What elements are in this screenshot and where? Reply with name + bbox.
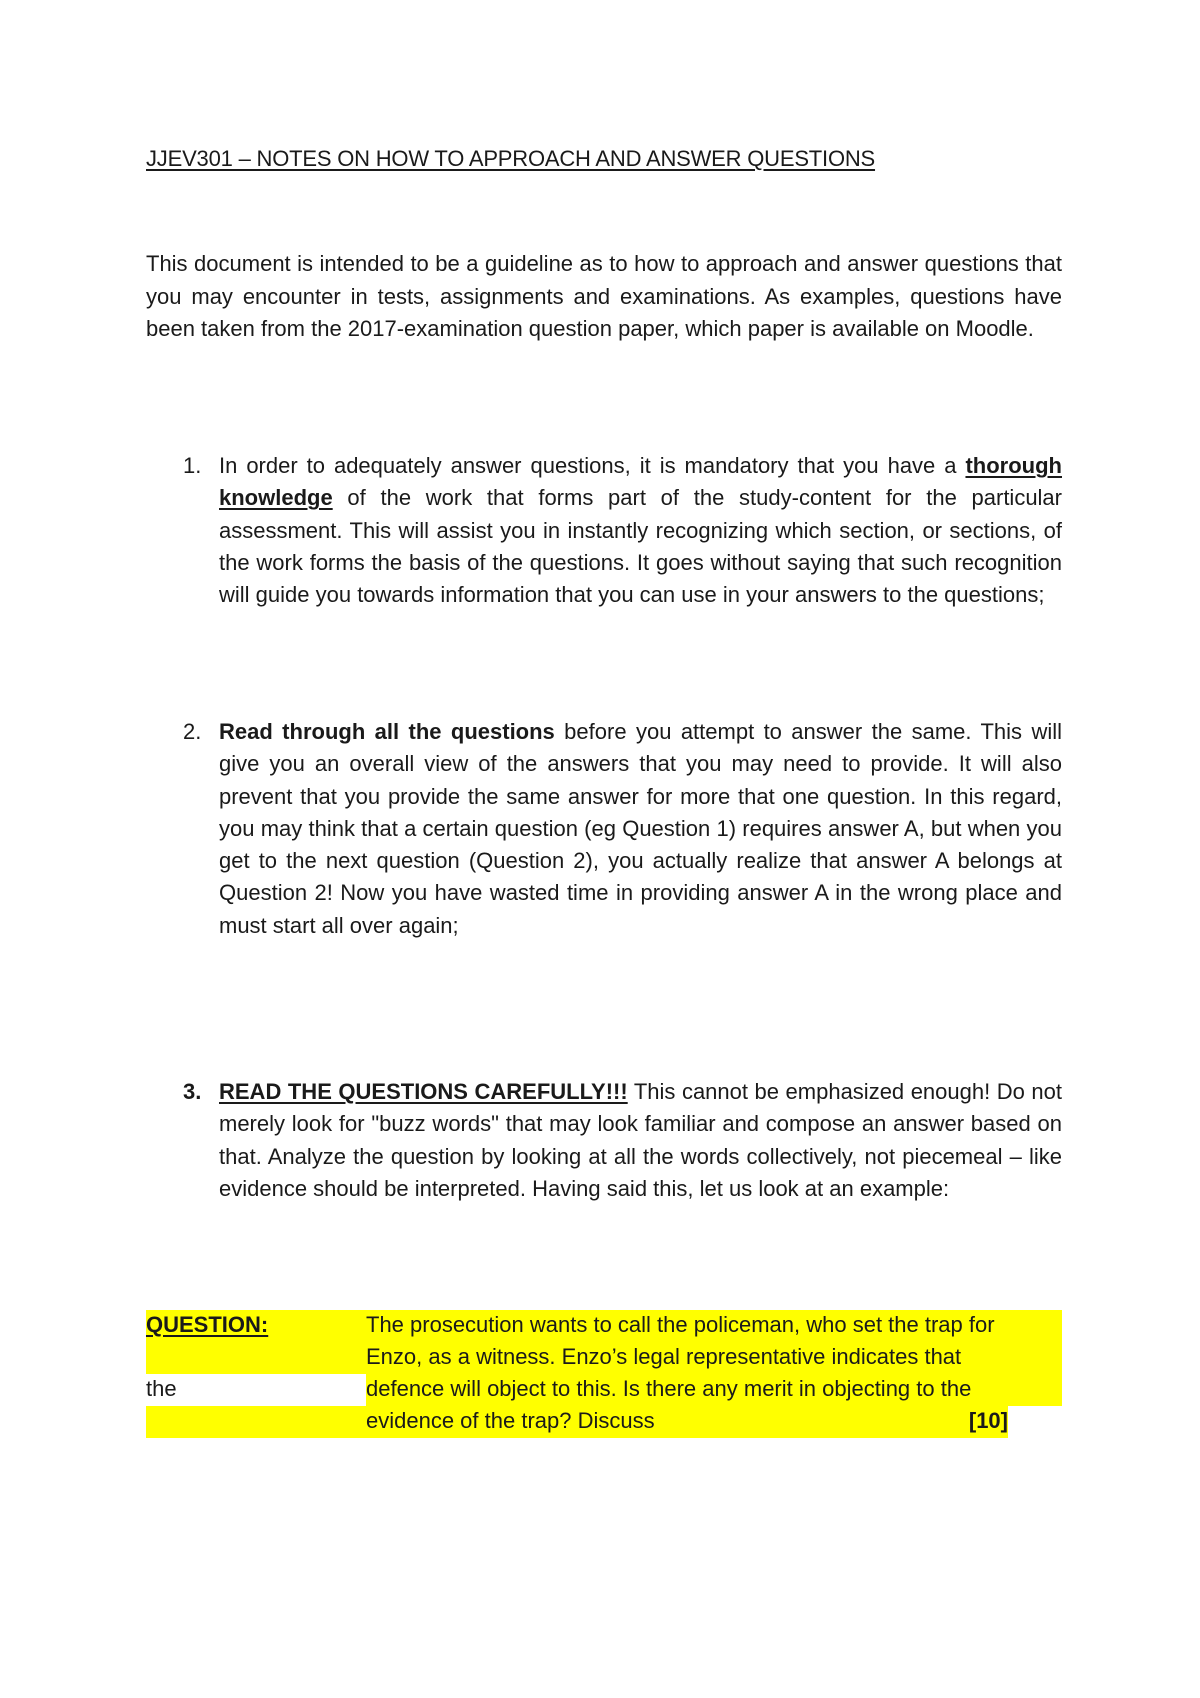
list-item-text <box>219 716 1062 942</box>
question-label: QUESTION: <box>146 1312 269 1337</box>
question-line <box>146 1310 1062 1342</box>
list-number: 2. <box>183 719 202 744</box>
document-title: JJEV301 – NOTES ON HOW TO APPROACH AND ANSWER QUESTIONS <box>146 146 876 171</box>
list-item-text <box>219 1076 1062 1205</box>
list-item-text <box>219 450 1062 611</box>
question-text-line: Enzo, as a witness. Enzo’s legal representative indicates that <box>366 1344 962 1369</box>
item-emphasis: READ THE QUESTIONS CAREFULLY!!! <box>219 1079 628 1104</box>
example-question <box>146 1310 1062 1438</box>
question-marks: [10] <box>968 1408 1008 1433</box>
list-item-2 <box>183 716 1062 942</box>
item-text: before you attempt to answer the same. This will give you an overall view of the answers that you may need to provide. It will also prevent that you provide the same answer for more that one question. In this regard, you may think that a certain question (eg Question 1) requires answer A, but when you get to the next question (Question 2), you actually realize that answer A belongs at Question 2! Now you have wasted time in providing answer A in the wrong place and must start all over again; <box>219 719 1062 938</box>
question-text-line: defence will object to this. Is there any merit in objecting to the <box>366 1376 972 1401</box>
item-text: This cannot be emphasized enough! Do not merely look for "buzz words" that may look familiar and compose an answer based on that. Analyze the question by looking at all the words collectively, not piecemeal – like evidence should be interpreted. Having said this, let us look at an example: <box>219 1079 1062 1201</box>
list-number: 1. <box>183 453 202 478</box>
list-number: 3. <box>183 1079 202 1104</box>
question-line <box>146 1406 1062 1438</box>
item-text: of the work that forms part of the study-content for the particular assessment. This will assist you in instantly recognizing which section, or sections, of the work forms the basis of the questions. It goes without saying that such recognition will guide you towards information that you can use in your answers to the questions; <box>219 485 1062 608</box>
item-emphasis: thorough knowledge <box>219 453 1062 511</box>
list-item-3 <box>183 1076 1062 1205</box>
list-item-1 <box>183 450 1062 611</box>
intro-paragraph: This document is intended to be a guideline as to how to approach and answer questions that you may encounter in tests, assignments and examinations. As examples, questions have been taken from the 2017-examination question paper, which paper is available on Moodle. <box>146 251 1062 341</box>
question-line <box>146 1342 1062 1374</box>
question-line <box>146 1374 1062 1406</box>
question-stray-word: the <box>146 1376 177 1401</box>
question-text-line: evidence of the trap? Discuss <box>366 1408 655 1433</box>
item-lead-before: In order to adequately answer questions, it is mandatory that you have a <box>219 453 966 478</box>
question-text-line: The prosecution wants to call the policeman, who set the trap for <box>366 1312 995 1337</box>
item-emphasis: Read through all the questions <box>219 719 555 744</box>
